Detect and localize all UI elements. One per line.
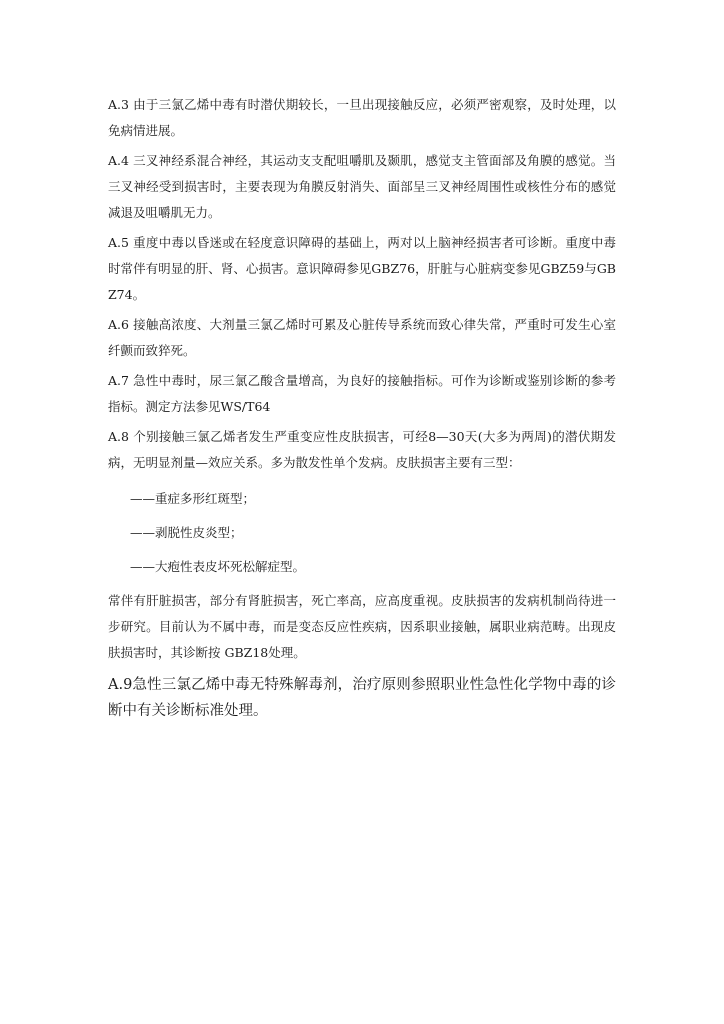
section-a9: [108, 672, 616, 724]
section-a6: [108, 312, 616, 364]
section-a8: [108, 424, 616, 476]
section-a4: [108, 148, 616, 226]
section-text: 三叉神经系混合神经，其运动支支配咀嚼肌及颞肌，感觉支主管面部及角膜的感觉。当三叉神经受到损害时，主要表现为角膜反射消失、面部呈三叉神经周围性或核性分布的感觉减退及咀嚼肌无力。: [108, 153, 616, 220]
section-text: 个别接触三氯乙烯者发生严重变应性皮肤损害，可经8—30天(大多为两周)的潜伏期发病，无明显剂量—效应关系。多为散发性单个发病。皮肤损害主要有三型：: [108, 429, 616, 470]
section-text: 重度中毒以昏迷或在轻度意识障碍的基础上，两对以上脑神经损害者可诊断。重度中毒时常伴有明显的肝、肾、心损害。意识障碍参见GBZ76，肝脏与心脏病变参见GBZ59与GBZ74。: [108, 235, 616, 302]
section-a8-closing: 常伴有肝脏损害，部分有肾脏损害，死亡率高，应高度重视。皮肤损害的发病机制尚待进一步研究。目前认为不属中毒，而是变态反应性疾病，因系职业接触，属职业病范畴。出现皮肤损害时，其诊断按 GBZ18处理。: [108, 593, 616, 660]
document-page: [108, 92, 616, 739]
section-a5: [108, 230, 616, 308]
section-text: 急性三氯乙烯中毒无特殊解毒剂，治疗原则参照职业性急性化学物中毒的诊断中有关诊断标准处理。: [108, 677, 616, 719]
section-text: 由于三氯乙烯中毒有时潜伏期较长，一旦出现接触反应，必须严密观察，及时处理，以免病情进展。: [108, 97, 616, 138]
skin-type-item: ——剥脱性皮炎型；: [130, 525, 243, 540]
section-number: A.5: [108, 235, 129, 250]
section-a3: [108, 92, 616, 144]
skin-type-item: ——重症多形红斑型；: [130, 491, 256, 506]
section-text: 接触高浓度、大剂量三氯乙烯时可累及心脏传导系统而致心律失常，严重时可发生心室纤颤而致猝死。: [108, 317, 616, 358]
section-text: 急性中毒时，尿三氯乙酸含量增高，为良好的接触指标。可作为诊断或鉴别诊断的参考指标。测定方法参见WS/T64: [108, 373, 616, 414]
section-a7: [108, 368, 616, 420]
section-number: A.7: [108, 373, 129, 388]
skin-type-item: ——大疱性表皮坏死松解症型。: [130, 559, 306, 574]
section-number: A.6: [108, 317, 129, 332]
section-number: A.4: [108, 153, 129, 168]
section-number: A.3: [108, 97, 129, 112]
section-number: A.9: [108, 677, 133, 693]
section-number: A.8: [108, 429, 129, 444]
